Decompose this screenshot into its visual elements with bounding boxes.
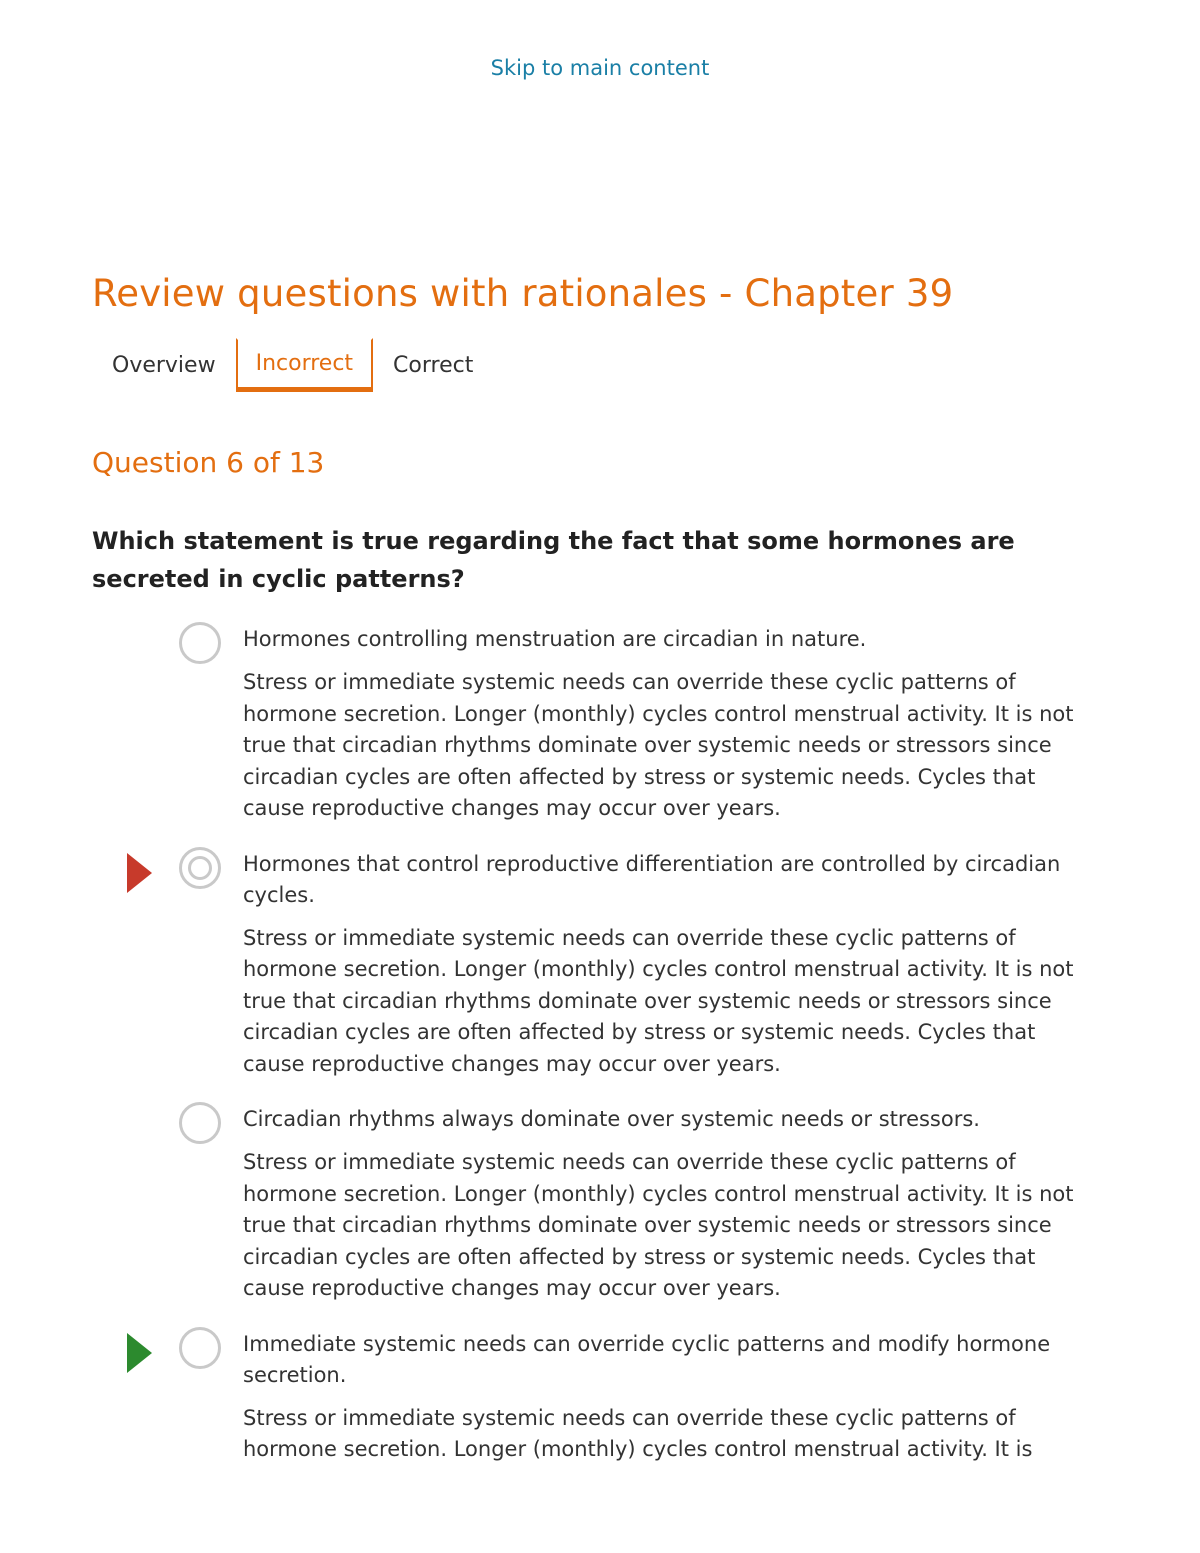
tab-overview[interactable]: Overview — [112, 352, 216, 378]
answer-option — [0, 1327, 1200, 1466]
tab-correct[interactable]: Correct — [393, 352, 474, 378]
answer-option — [0, 847, 1200, 1081]
radio-button-selected[interactable] — [179, 847, 221, 889]
answer-rationale: Stress or immediate systemic needs can override these cyclic patterns of hormone secretion. Longer (monthly) cycles control menstrual activity. It is not true that circadian rhythms dominate over systemic needs or stressors since circadian cycles are often affected by stress or systemic needs. Cycles that cause reproductive changes may occur over years. — [243, 925, 1074, 1076]
skip-to-main-link[interactable]: Skip to main content — [490, 56, 710, 80]
answer-text: Circadian rhythms always dominate over systemic needs or stressors. — [243, 1107, 980, 1131]
answer-text: Hormones that control reproductive differentiation are controlled by circadian cycles. — [243, 851, 1061, 907]
tab-bar — [92, 338, 493, 392]
answer-option — [0, 1102, 1200, 1305]
tab-incorrect[interactable]: Incorrect — [236, 338, 373, 392]
answer-option — [0, 622, 1200, 825]
radio-button[interactable] — [179, 622, 221, 664]
page-title: Review questions with rationales - Chapter 39 — [92, 272, 954, 315]
answer-text: Hormones controlling menstruation are circadian in nature. — [243, 627, 867, 651]
correct-marker-icon — [127, 1333, 152, 1373]
answer-list — [0, 622, 1200, 1468]
answer-rationale: Stress or immediate systemic needs can override these cyclic patterns of hormone secretion. Longer (monthly) cycles control menstrual activity. It is — [243, 1405, 1033, 1461]
answer-rationale: Stress or immediate systemic needs can override these cyclic patterns of hormone secretion. Longer (monthly) cycles control menstrual activity. It is not true that circadian rhythms dominate over systemic needs or stressors since circadian cycles are often affected by stress or systemic needs. Cycles that cause reproductive changes may occur over years. — [243, 1150, 1074, 1300]
incorrect-marker-icon — [127, 853, 152, 893]
radio-button[interactable] — [179, 1102, 221, 1144]
question-text: Which statement is true regarding the fact that some hormones are secreted in cyclic patterns? — [92, 527, 1015, 593]
radio-button[interactable] — [179, 1327, 221, 1369]
question-counter: Question 6 of 13 — [92, 446, 325, 479]
answer-text: Immediate systemic needs can override cyclic patterns and modify hormone secretion. — [243, 1331, 1051, 1387]
answer-rationale: Stress or immediate systemic needs can override these cyclic patterns of hormone secretion. Longer (monthly) cycles control menstrual activity. It is not true that circadian rhythms dominate over systemic needs or stressors since circadian cycles are often affected by stress or systemic needs. Cycles that cause reproductive changes may occur over years. — [243, 670, 1074, 820]
